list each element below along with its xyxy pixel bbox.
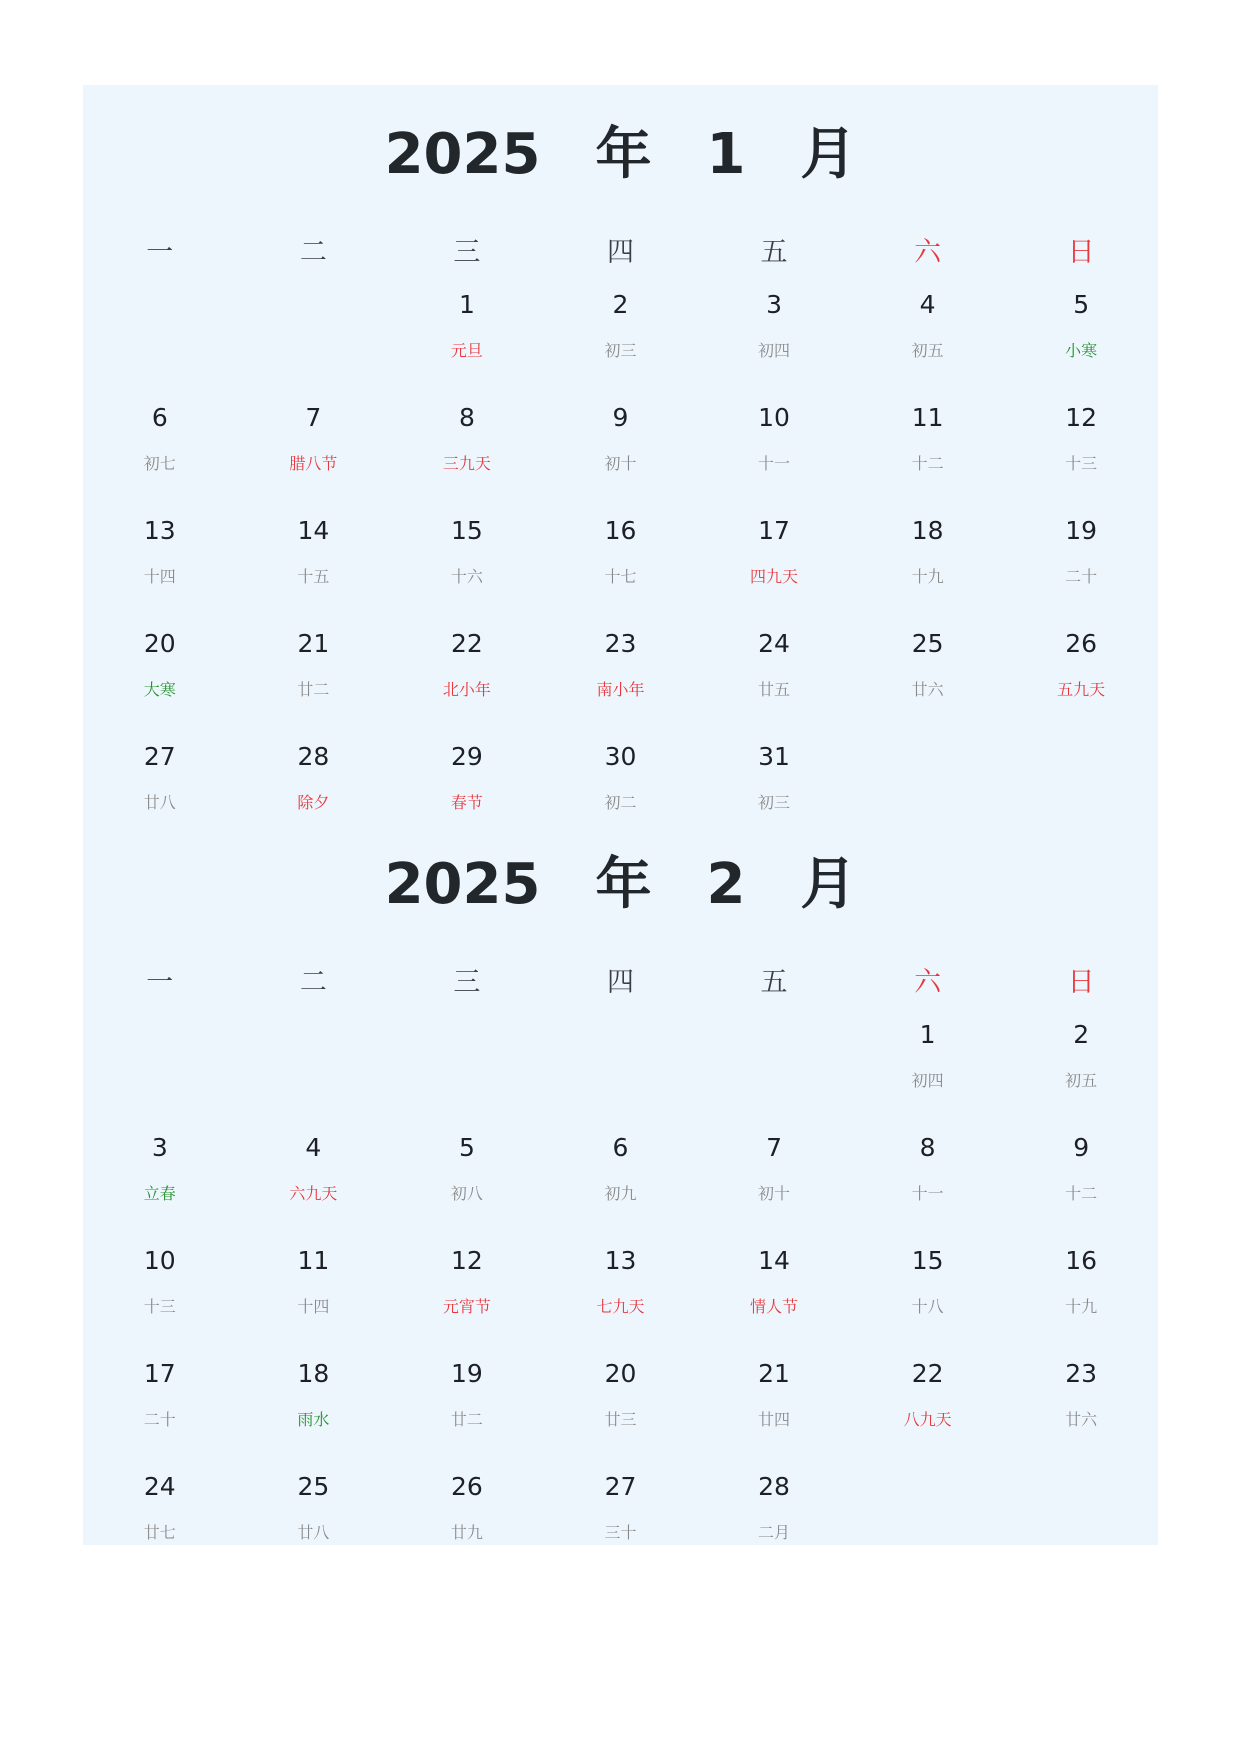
festival-label: 元旦 [450, 341, 483, 360]
day-cell [390, 507, 544, 620]
day-number: 27 [604, 1472, 637, 1501]
lunar-date-label: 初三 [604, 341, 637, 360]
day-cell [544, 620, 698, 733]
lunar-date-label: 廿三 [604, 1410, 637, 1429]
day-cell [697, 281, 851, 394]
festival-label: 四九天 [750, 567, 799, 586]
day-cell [83, 394, 237, 507]
day-cell [1004, 1124, 1158, 1237]
day-cell [851, 620, 1005, 733]
day-cell [237, 1124, 391, 1237]
festival-label: 元宵节 [442, 1297, 491, 1316]
day-cell [237, 394, 391, 507]
day-number: 7 [305, 403, 322, 432]
day-cell [1004, 1011, 1158, 1124]
weekday-label: 四 [606, 237, 634, 268]
day-number: 17 [143, 1359, 176, 1388]
weekday-label: 三 [453, 237, 481, 268]
day-number: 24 [143, 1472, 176, 1501]
day-cell [697, 1237, 851, 1350]
day-cell [544, 281, 698, 394]
day-number: 1 [458, 290, 475, 319]
day-number: 26 [451, 1472, 483, 1501]
month-february [83, 815, 1158, 1576]
day-cell [390, 394, 544, 507]
day-cell [390, 281, 544, 394]
day-number: 23 [604, 629, 637, 658]
lunar-date-label: 廿八 [297, 1523, 330, 1542]
lunar-date-label: 初四 [911, 1071, 944, 1090]
empty-cell [237, 281, 391, 394]
day-number: 29 [451, 742, 483, 771]
day-cell [390, 1124, 544, 1237]
day-cell [390, 1463, 544, 1576]
festival-label: 春节 [450, 793, 483, 812]
day-cell [237, 1237, 391, 1350]
day-grid [83, 1011, 1158, 1576]
lunar-date-label: 二十 [1065, 567, 1098, 586]
month-january [83, 85, 1158, 846]
day-number: 21 [297, 629, 330, 658]
title-year: 2025 [384, 852, 541, 917]
day-cell [544, 507, 698, 620]
festival-label: 腊八节 [289, 454, 338, 473]
day-number: 1 [919, 1020, 936, 1049]
day-number: 4 [305, 1133, 322, 1162]
day-number: 14 [297, 516, 330, 545]
lunar-date-label: 初四 [758, 341, 791, 360]
day-number: 16 [604, 516, 637, 545]
day-number: 6 [612, 1133, 629, 1162]
lunar-date-label: 十三 [1065, 454, 1098, 473]
day-cell [697, 1350, 851, 1463]
day-number: 13 [604, 1246, 637, 1275]
lunar-date-label: 二十 [143, 1410, 176, 1429]
day-cell [1004, 1350, 1158, 1463]
day-number: 28 [297, 742, 330, 771]
title-month: 1 [706, 122, 746, 187]
lunar-date-label: 十四 [297, 1297, 330, 1316]
day-cell [544, 1463, 698, 1576]
day-number: 10 [758, 403, 790, 432]
day-number: 3 [766, 290, 782, 319]
lunar-date-label: 二月 [758, 1523, 791, 1542]
lunar-date-label: 十一 [911, 1184, 944, 1203]
lunar-date-label: 十九 [911, 567, 944, 586]
day-cell [697, 1124, 851, 1237]
day-cell [544, 1124, 698, 1237]
title-month-suffix: 月 [800, 852, 857, 917]
lunar-date-label: 初五 [1065, 1071, 1098, 1090]
day-cell [1004, 394, 1158, 507]
day-number: 11 [911, 403, 944, 432]
day-cell [83, 1350, 237, 1463]
weekday-header [83, 225, 1158, 281]
day-number: 2 [1073, 1020, 1090, 1049]
day-cell [1004, 507, 1158, 620]
day-number: 13 [143, 516, 176, 545]
weekday-label: 二 [299, 967, 327, 998]
day-cell [851, 1124, 1005, 1237]
lunar-date-label: 十二 [911, 454, 944, 473]
day-number: 15 [451, 516, 483, 545]
day-cell [851, 507, 1005, 620]
calendar-page [83, 85, 1158, 1545]
weekday-label: 三 [453, 967, 481, 998]
day-cell [237, 1463, 391, 1576]
lunar-date-label: 廿七 [143, 1523, 176, 1542]
day-number: 30 [604, 742, 637, 771]
day-number: 15 [911, 1246, 944, 1275]
day-number: 23 [1065, 1359, 1098, 1388]
day-number: 14 [758, 1246, 790, 1275]
day-cell [390, 620, 544, 733]
day-cell [544, 1237, 698, 1350]
weekday-label: 五 [760, 237, 788, 268]
lunar-date-label: 初十 [758, 1184, 791, 1203]
day-number: 5 [1073, 290, 1090, 319]
lunar-date-label: 廿八 [143, 793, 176, 812]
solar-term-label: 雨水 [297, 1410, 330, 1429]
lunar-date-label: 初八 [450, 1184, 483, 1203]
day-number: 16 [1065, 1246, 1098, 1275]
day-number: 20 [143, 629, 176, 658]
festival-label: 七九天 [596, 1297, 645, 1316]
day-number: 12 [451, 1246, 483, 1275]
day-number: 28 [758, 1472, 790, 1501]
day-cell [697, 394, 851, 507]
lunar-date-label: 廿六 [911, 680, 944, 699]
lunar-date-label: 初七 [143, 454, 176, 473]
title-month: 2 [706, 852, 746, 917]
lunar-date-label: 初五 [911, 341, 944, 360]
day-cell [237, 620, 391, 733]
empty-cell [83, 1011, 237, 1124]
day-number: 25 [297, 1472, 330, 1501]
empty-cell [544, 1011, 698, 1124]
day-number: 27 [143, 742, 176, 771]
solar-term-label: 小寒 [1065, 341, 1098, 360]
empty-cell [237, 1011, 391, 1124]
weekday-label: 日 [1067, 967, 1095, 998]
lunar-date-label: 廿六 [1065, 1410, 1098, 1429]
day-cell [1004, 620, 1158, 733]
lunar-date-label: 廿五 [758, 680, 791, 699]
weekday-header [83, 955, 1158, 1011]
weekday-label: 日 [1067, 237, 1095, 268]
lunar-date-label: 廿二 [297, 680, 330, 699]
day-cell [390, 1350, 544, 1463]
day-cell [851, 394, 1005, 507]
day-cell [851, 281, 1005, 394]
day-number: 31 [758, 742, 790, 771]
day-number: 20 [604, 1359, 637, 1388]
empty-cell [697, 1011, 851, 1124]
day-cell [237, 1350, 391, 1463]
lunar-date-label: 十七 [604, 567, 637, 586]
day-number: 5 [458, 1133, 475, 1162]
lunar-date-label: 十六 [450, 567, 483, 586]
lunar-date-label: 初二 [604, 793, 637, 812]
solar-term-label: 立春 [143, 1184, 176, 1203]
lunar-date-label: 十三 [143, 1297, 176, 1316]
day-number: 9 [612, 403, 629, 432]
day-cell [83, 1463, 237, 1576]
day-number: 2 [612, 290, 629, 319]
solar-term-label: 大寒 [143, 680, 176, 699]
day-number: 8 [458, 403, 475, 432]
month-title [83, 85, 1158, 225]
day-cell [697, 620, 851, 733]
day-number: 25 [911, 629, 944, 658]
lunar-date-label: 十九 [1065, 1297, 1098, 1316]
empty-cell [83, 281, 237, 394]
lunar-date-label: 十二 [1065, 1184, 1098, 1203]
day-number: 26 [1065, 629, 1098, 658]
lunar-date-label: 十五 [297, 567, 330, 586]
day-number: 22 [451, 629, 483, 658]
weekday-label: 六 [914, 237, 942, 268]
day-number: 9 [1073, 1133, 1090, 1162]
title-year: 2025 [384, 122, 541, 187]
festival-label: 北小年 [442, 680, 491, 699]
day-cell [851, 1011, 1005, 1124]
day-cell [83, 1124, 237, 1237]
empty-cell [390, 1011, 544, 1124]
day-cell [237, 507, 391, 620]
lunar-date-label: 三十 [604, 1523, 637, 1542]
lunar-date-label: 十四 [143, 567, 176, 586]
day-number: 18 [911, 516, 944, 545]
day-cell [1004, 1237, 1158, 1350]
day-number: 24 [758, 629, 790, 658]
weekday-label: 六 [914, 967, 942, 998]
day-cell [83, 620, 237, 733]
day-number: 12 [1065, 403, 1098, 432]
day-number: 10 [143, 1246, 176, 1275]
title-month-suffix: 月 [800, 122, 857, 187]
lunar-date-label: 初九 [604, 1184, 637, 1203]
weekday-label: 四 [606, 967, 634, 998]
day-cell [544, 1350, 698, 1463]
day-number: 4 [919, 290, 936, 319]
weekday-label: 一 [146, 967, 174, 998]
festival-label: 南小年 [596, 680, 645, 699]
day-number: 3 [151, 1133, 168, 1162]
day-number: 19 [451, 1359, 483, 1388]
weekday-label: 五 [760, 967, 788, 998]
day-grid [83, 281, 1158, 846]
festival-label: 八九天 [903, 1410, 952, 1429]
day-number: 22 [911, 1359, 944, 1388]
day-cell [544, 394, 698, 507]
day-cell [851, 1350, 1005, 1463]
festival-label: 除夕 [297, 793, 330, 812]
title-year-suffix: 年 [595, 852, 652, 917]
festival-label: 五九天 [1057, 680, 1106, 699]
lunar-date-label: 十八 [911, 1297, 944, 1316]
day-number: 21 [758, 1359, 790, 1388]
day-number: 6 [151, 403, 168, 432]
day-number: 11 [297, 1246, 330, 1275]
day-cell [390, 1237, 544, 1350]
day-number: 7 [766, 1133, 782, 1162]
month-title [83, 815, 1158, 955]
lunar-date-label: 廿四 [758, 1410, 791, 1429]
weekday-label: 二 [299, 237, 327, 268]
lunar-date-label: 初十 [604, 454, 637, 473]
day-number: 19 [1065, 516, 1098, 545]
festival-label: 情人节 [750, 1297, 799, 1316]
day-cell [83, 1237, 237, 1350]
lunar-date-label: 廿九 [450, 1523, 483, 1542]
day-cell [83, 507, 237, 620]
day-number: 18 [297, 1359, 330, 1388]
day-cell [697, 507, 851, 620]
day-cell [851, 1237, 1005, 1350]
festival-label: 六九天 [289, 1184, 338, 1203]
title-year-suffix: 年 [595, 122, 652, 187]
festival-label: 三九天 [442, 454, 491, 473]
day-number: 8 [919, 1133, 936, 1162]
day-cell [697, 1463, 851, 1576]
lunar-date-label: 廿二 [450, 1410, 483, 1429]
day-cell [1004, 281, 1158, 394]
weekday-label: 一 [146, 237, 174, 268]
day-number: 17 [758, 516, 790, 545]
lunar-date-label: 初三 [758, 793, 791, 812]
lunar-date-label: 十一 [758, 454, 791, 473]
